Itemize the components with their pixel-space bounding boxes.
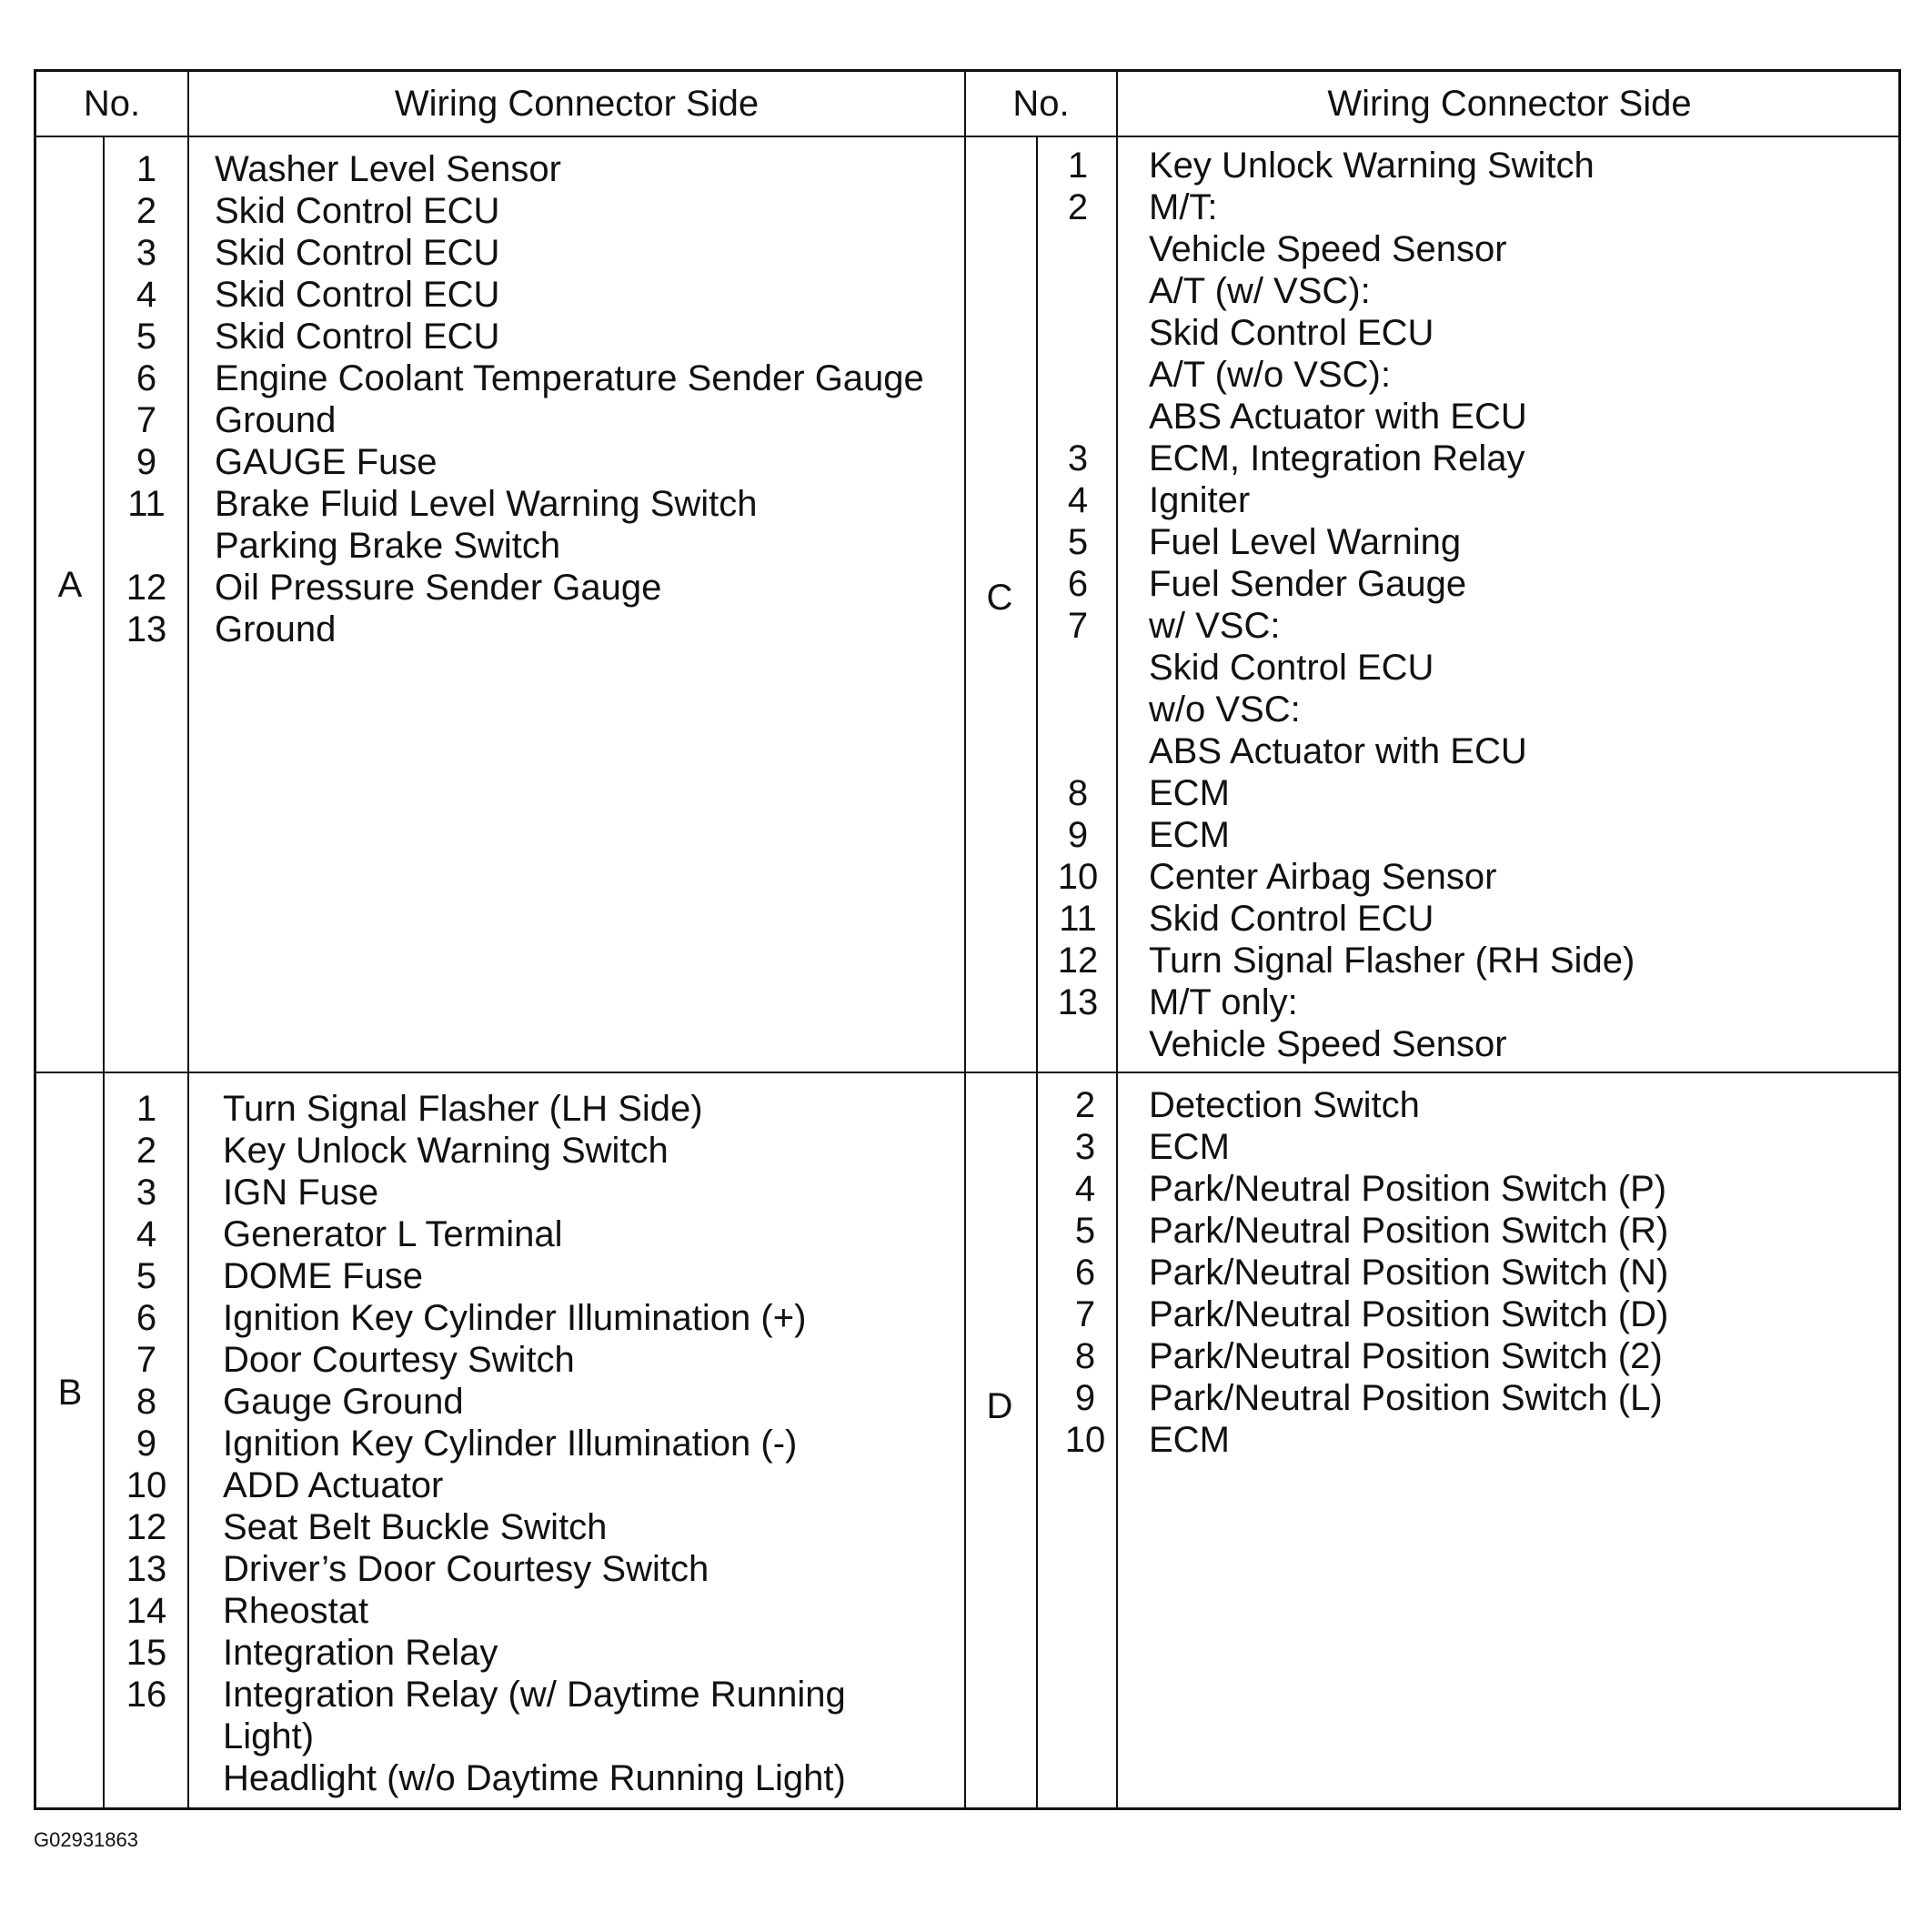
- pin-number: 3: [1074, 1127, 1096, 1167]
- section-a-descriptions: [215, 148, 924, 650]
- pin-description: ECM: [1149, 1420, 1230, 1460]
- pin-number: 4: [136, 1214, 157, 1254]
- pin-description: Vehicle Speed Sensor: [1149, 229, 1507, 269]
- section-letter-d: D: [986, 1386, 1013, 1426]
- pin-number: 7: [136, 400, 157, 440]
- pin-number: 11: [1059, 899, 1097, 939]
- pin-number: 6: [1067, 564, 1089, 604]
- pin-description: Engine Coolant Temperature Sender Gauge: [215, 358, 924, 398]
- pin-description: Skid Control ECU: [215, 191, 500, 231]
- pin-description: Igniter: [1149, 480, 1251, 520]
- pin-description: Skid Control ECU: [215, 233, 500, 273]
- pin-number: 6: [136, 358, 157, 398]
- pin-number: 4: [136, 275, 157, 315]
- pin-number: [1037, 354, 1119, 396]
- pin-description: Skid Control ECU: [1149, 313, 1434, 353]
- pin-description: Door Courtesy Switch: [223, 1340, 575, 1380]
- pin-number: 12: [126, 1507, 167, 1547]
- pin-description: A/T (w/ VSC):: [1149, 271, 1371, 311]
- pin-description: Park/Neutral Position Switch (P): [1149, 1169, 1667, 1209]
- pin-number: 12: [126, 568, 167, 608]
- pin-number: 3: [136, 233, 157, 273]
- pin-number: 14: [126, 1591, 167, 1631]
- pin-description: Ground: [215, 400, 337, 440]
- pin-number: [1037, 689, 1119, 730]
- pin-number: 7: [1074, 1294, 1096, 1334]
- pin-number: 1: [136, 1089, 157, 1129]
- section-d-pin-numbers: [1044, 1084, 1126, 1461]
- section-a-pin-numbers: [106, 148, 187, 650]
- header-wiring-connector-side-left: Wiring Connector Side: [394, 84, 760, 124]
- section-b-descriptions: [223, 1088, 846, 1799]
- pin-description: Skid Control ECU: [215, 317, 500, 357]
- pin-description: Driver’s Door Courtesy Switch: [223, 1549, 709, 1589]
- pin-description: Integration Relay (w/ Daytime Running: [223, 1675, 846, 1715]
- pin-description: ADD Actuator: [223, 1465, 444, 1505]
- pin-number: [1037, 270, 1119, 312]
- pin-description: Generator L Terminal: [223, 1214, 563, 1254]
- pin-number: 9: [136, 1424, 157, 1464]
- pin-description: Seat Belt Buckle Switch: [223, 1507, 608, 1547]
- section-c-pin-numbers: [1037, 145, 1119, 1065]
- pin-description: Park/Neutral Position Switch (N): [1149, 1253, 1669, 1293]
- pin-number: 2: [136, 191, 157, 231]
- pin-number: 7: [136, 1340, 157, 1380]
- pin-description: M/T only:: [1149, 982, 1298, 1022]
- pin-description: Fuel Sender Gauge: [1149, 564, 1467, 604]
- pin-description: Washer Level Sensor: [215, 149, 561, 189]
- pin-description: ECM: [1149, 815, 1230, 855]
- pin-number: [106, 525, 187, 567]
- pin-number: [106, 1757, 187, 1799]
- header-wiring-connector-side-right: Wiring Connector Side: [1327, 84, 1692, 124]
- pin-description: Integration Relay: [223, 1633, 498, 1673]
- pin-number: 1: [1067, 146, 1089, 186]
- pin-number: 7: [1067, 606, 1089, 646]
- pin-description: Rheostat: [223, 1591, 369, 1631]
- pin-number: 4: [1074, 1169, 1096, 1209]
- section-letter-c: C: [986, 578, 1013, 618]
- pin-description: Key Unlock Warning Switch: [223, 1131, 669, 1171]
- pin-description: ABS Actuator with ECU: [1149, 731, 1527, 771]
- pin-description: Detection Switch: [1149, 1085, 1420, 1125]
- pin-description: Turn Signal Flasher (RH Side): [1149, 941, 1635, 981]
- pin-number: 4: [1067, 480, 1089, 520]
- pin-number: 8: [1067, 773, 1089, 813]
- pin-number: 11: [127, 484, 166, 524]
- pin-number: 5: [1067, 522, 1089, 562]
- pin-number: 10: [126, 1465, 167, 1505]
- pin-number: 1: [136, 149, 157, 189]
- pin-description: Gauge Ground: [223, 1382, 464, 1422]
- pin-description: Turn Signal Flasher (LH Side): [223, 1089, 703, 1129]
- pin-number: [106, 1716, 187, 1757]
- pin-number: 5: [136, 1256, 157, 1296]
- pin-description: Park/Neutral Position Switch (L): [1149, 1378, 1663, 1418]
- pin-description: Park/Neutral Position Switch (D): [1149, 1294, 1669, 1334]
- pin-number: 9: [1067, 815, 1089, 855]
- pin-number: 8: [1074, 1336, 1096, 1376]
- pin-number: 8: [136, 1382, 157, 1422]
- pin-description: Light): [223, 1716, 315, 1756]
- pin-number: 2: [1067, 187, 1089, 227]
- pin-description: w/o VSC:: [1149, 689, 1301, 730]
- pin-description: GAUGE Fuse: [215, 442, 438, 482]
- pin-description: Ground: [215, 609, 337, 649]
- connector-table: [34, 69, 1901, 1810]
- pin-description: Skid Control ECU: [1149, 648, 1434, 688]
- figure-code: G02931863: [34, 1828, 138, 1851]
- pin-description: Ignition Key Cylinder Illumination (+): [223, 1298, 807, 1338]
- pin-description: Park/Neutral Position Switch (2): [1149, 1336, 1663, 1376]
- pin-description: Center Airbag Sensor: [1149, 857, 1497, 897]
- pin-number: [1037, 396, 1119, 438]
- pin-description: Key Unlock Warning Switch: [1149, 146, 1595, 186]
- pin-description: w/ VSC:: [1149, 606, 1281, 646]
- pin-description: ABS Actuator with ECU: [1149, 397, 1527, 437]
- pin-number: 13: [126, 609, 167, 649]
- pin-description: Parking Brake Switch: [215, 526, 561, 566]
- pin-number: 5: [1074, 1211, 1096, 1251]
- pin-description: ECM, Integration Relay: [1149, 438, 1525, 478]
- pin-number: [1037, 647, 1119, 689]
- col-divider-left-desc: [187, 72, 189, 1807]
- section-letter-a: A: [57, 565, 83, 605]
- pin-number: 15: [126, 1633, 167, 1673]
- pin-description: Skid Control ECU: [215, 275, 500, 315]
- pin-number: [1037, 1023, 1119, 1065]
- pin-number: 10: [1057, 857, 1099, 897]
- pin-description: DOME Fuse: [223, 1256, 424, 1296]
- pin-number: 3: [1067, 438, 1089, 478]
- pin-number: 10: [1064, 1420, 1106, 1460]
- section-d-descriptions: [1149, 1084, 1668, 1461]
- pin-number: 6: [1074, 1253, 1096, 1293]
- pin-number: [1037, 312, 1119, 354]
- pin-description: Skid Control ECU: [1149, 899, 1434, 939]
- pin-description: A/T (w/o VSC):: [1149, 355, 1391, 395]
- pin-description: M/T:: [1149, 187, 1218, 227]
- col-divider-left-letter: [103, 136, 105, 1807]
- pin-number: 2: [136, 1131, 157, 1171]
- header-no-left: No.: [83, 84, 141, 124]
- row-divider: [36, 1072, 1898, 1073]
- header-no-right: No.: [1012, 84, 1070, 124]
- pin-description: Ignition Key Cylinder Illumination (-): [223, 1424, 798, 1464]
- pin-description: Park/Neutral Position Switch (R): [1149, 1211, 1669, 1251]
- section-letter-b: B: [57, 1373, 83, 1413]
- pin-number: 13: [126, 1549, 167, 1589]
- section-c-descriptions: [1149, 145, 1635, 1065]
- pin-number: 5: [136, 317, 157, 357]
- pin-number: 9: [1074, 1378, 1096, 1418]
- pin-number: 6: [136, 1298, 157, 1338]
- pin-number: 2: [1074, 1085, 1096, 1125]
- pin-number: [1037, 228, 1119, 270]
- pin-description: Oil Pressure Sender Gauge: [215, 568, 662, 608]
- pin-description: ECM: [1149, 773, 1230, 813]
- section-b-pin-numbers: [106, 1088, 187, 1799]
- pin-number: 3: [136, 1172, 157, 1213]
- pin-number: [1037, 730, 1119, 772]
- pin-number: 13: [1057, 982, 1099, 1022]
- pin-description: Vehicle Speed Sensor: [1149, 1024, 1507, 1064]
- pin-number: 12: [1057, 941, 1099, 981]
- pin-number: 9: [136, 442, 157, 482]
- pin-description: Brake Fluid Level Warning Switch: [215, 484, 758, 524]
- pin-description: IGN Fuse: [223, 1172, 379, 1213]
- center-divider: [964, 72, 966, 1807]
- pin-description: ECM: [1149, 1127, 1230, 1167]
- pin-description: Fuel Level Warning: [1149, 522, 1462, 562]
- pin-description: Headlight (w/o Daytime Running Light): [223, 1758, 846, 1798]
- pin-number: 16: [126, 1675, 167, 1715]
